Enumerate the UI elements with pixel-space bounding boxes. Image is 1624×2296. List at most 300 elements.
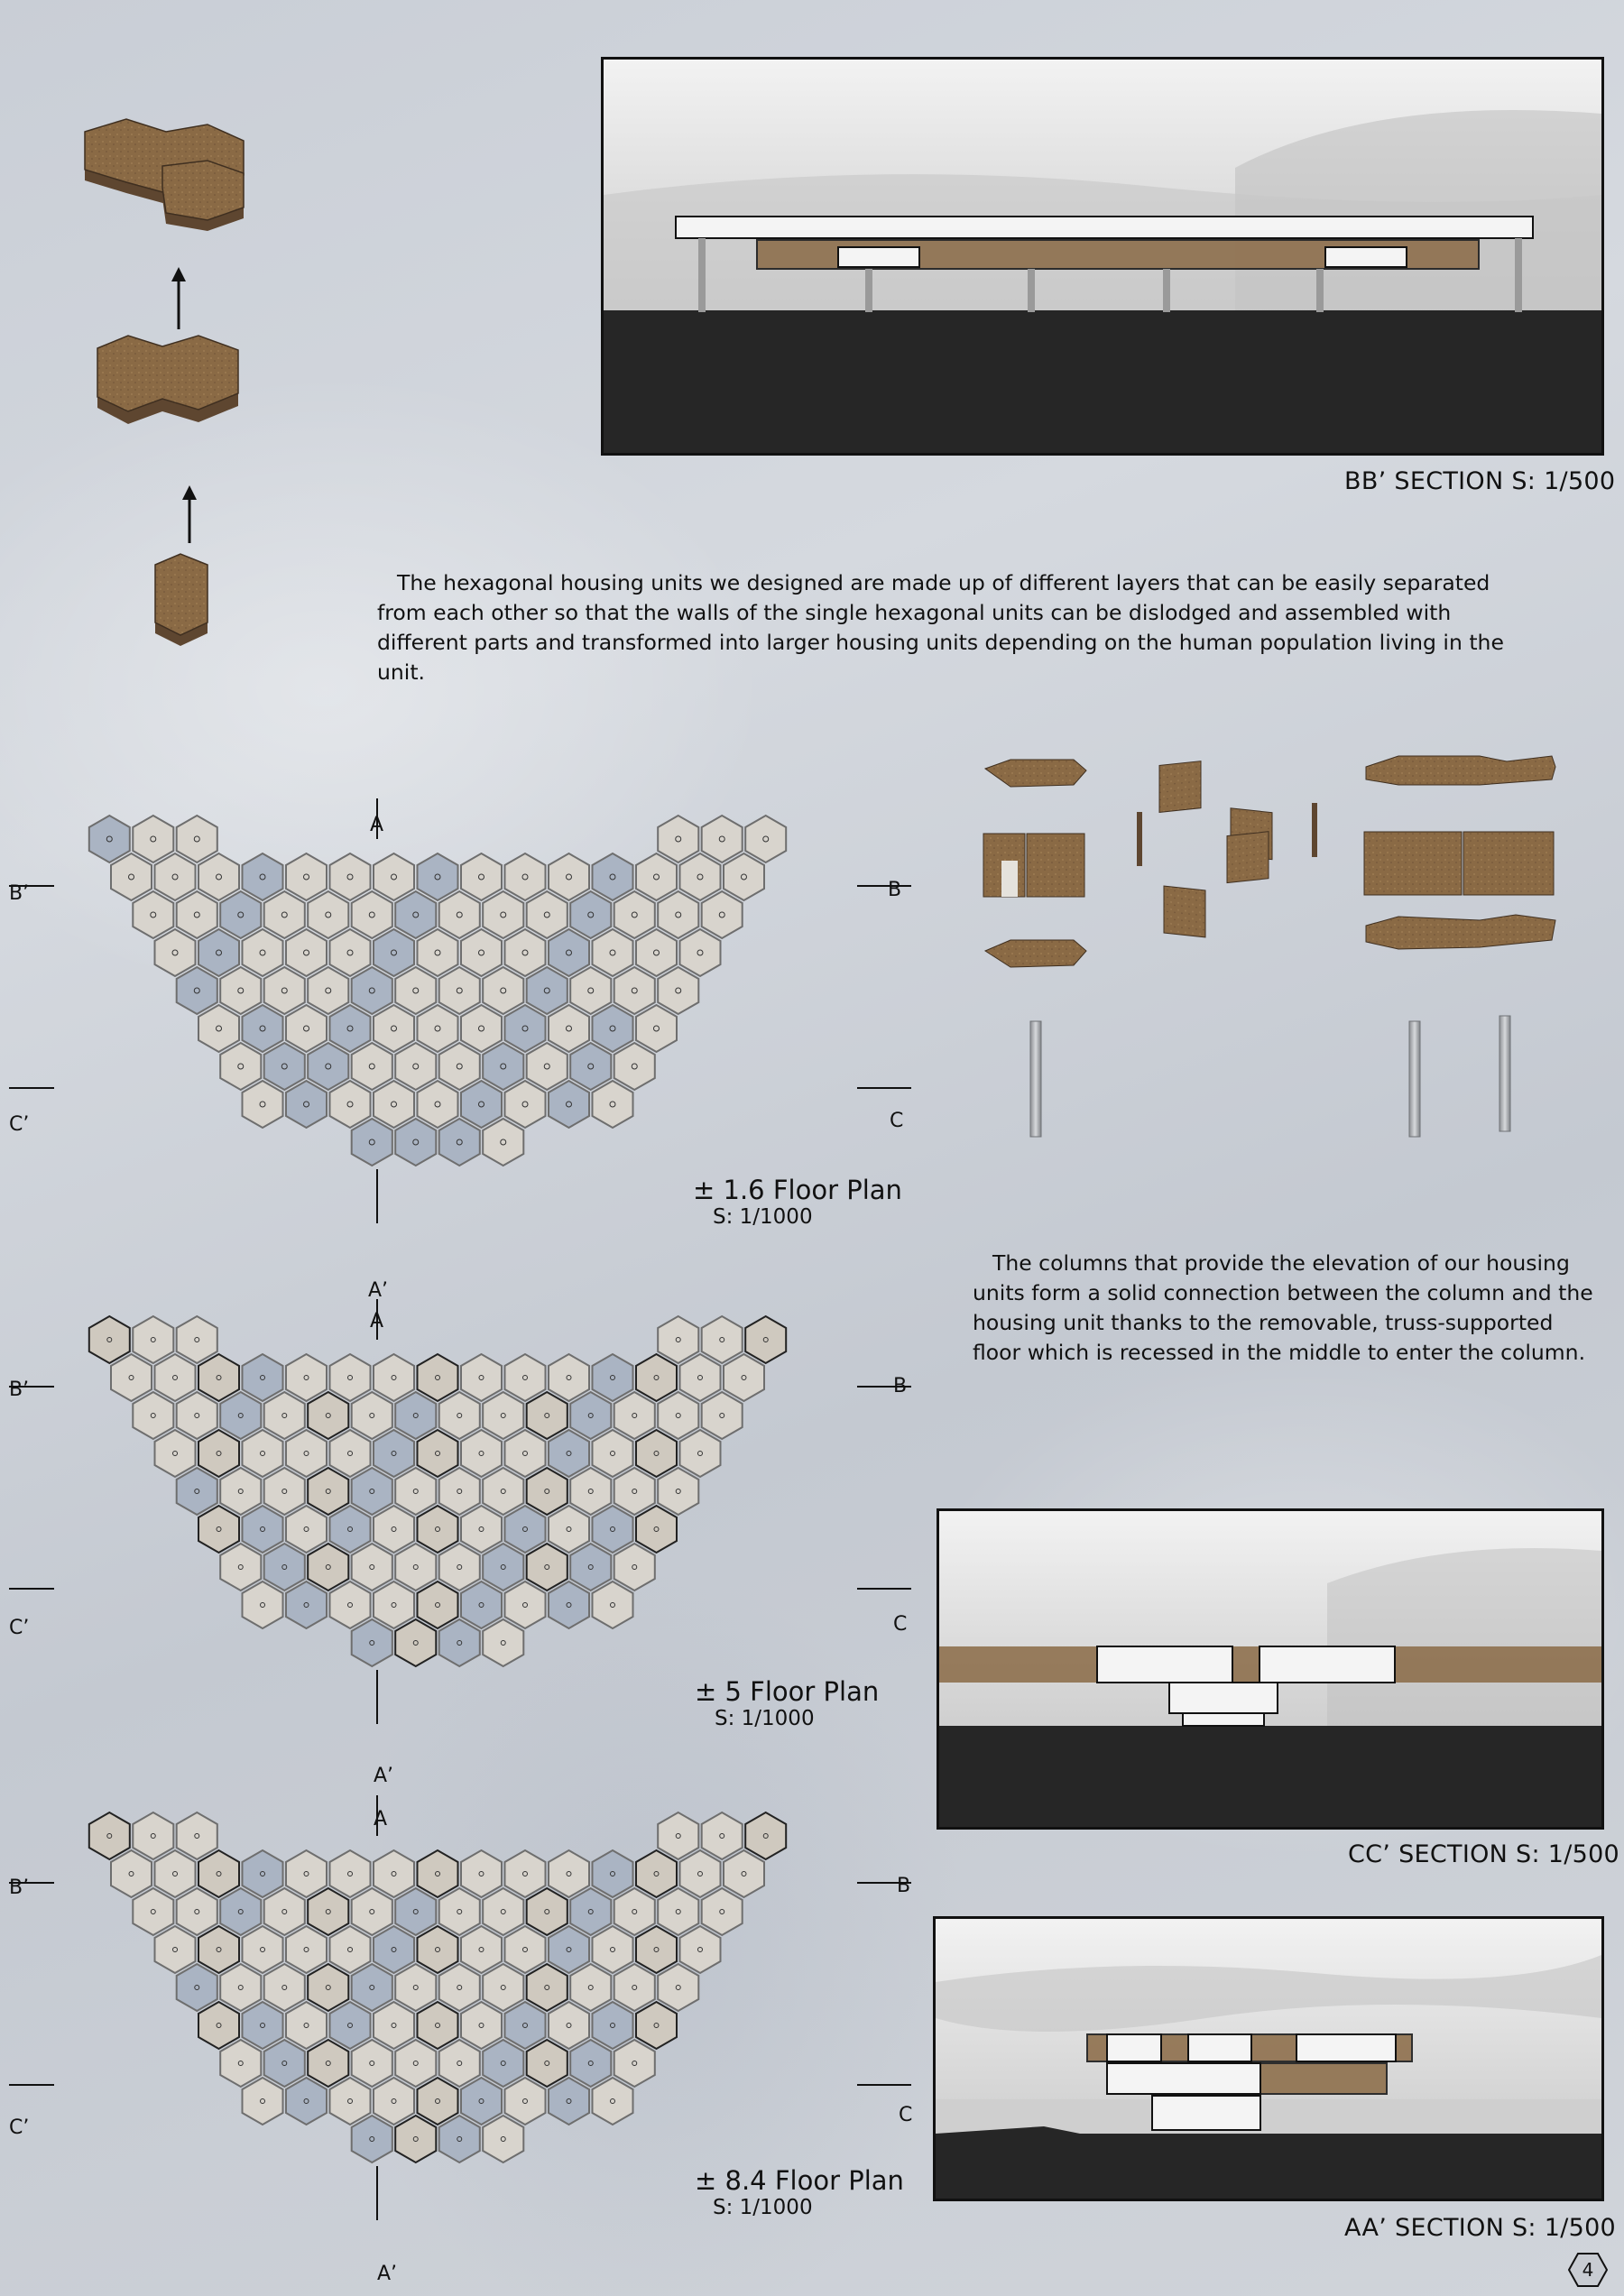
bb-section-image bbox=[601, 57, 1604, 456]
hex-cell bbox=[702, 816, 743, 862]
hex-cell bbox=[593, 1081, 633, 1128]
hex-cell bbox=[549, 1081, 589, 1128]
aa-section-caption: AA’ SECTION S: 1/500 bbox=[1344, 2214, 1617, 2242]
hex-cell bbox=[680, 1850, 721, 1897]
hex-cell bbox=[418, 1354, 458, 1401]
floor-plans-svg bbox=[0, 794, 929, 2282]
hex-cell bbox=[177, 1888, 217, 1935]
hex-cell bbox=[483, 1619, 523, 1666]
hex-cell bbox=[286, 2002, 327, 2049]
hex-cell bbox=[330, 1506, 371, 1553]
hex-cell bbox=[177, 891, 217, 938]
hex-cell bbox=[636, 1430, 677, 1477]
hex-cell bbox=[133, 891, 173, 938]
hex-cell bbox=[264, 1392, 305, 1439]
floor-plan-3-drawing bbox=[9, 1795, 911, 2220]
hex-cell bbox=[374, 929, 414, 976]
hex-cell bbox=[570, 967, 611, 1014]
aa-section-image bbox=[933, 1916, 1604, 2201]
hex-cell bbox=[352, 1964, 392, 2011]
hex-cell bbox=[593, 1005, 633, 1052]
cut-mark-b: B bbox=[893, 1375, 908, 1397]
hex-cell bbox=[593, 929, 633, 976]
hex-cell bbox=[352, 1392, 392, 1439]
hex-cell bbox=[636, 1005, 677, 1052]
triple-hex-unit bbox=[85, 119, 244, 231]
cut-mark-c-prime: C’ bbox=[9, 1617, 30, 1639]
hex-cell bbox=[286, 929, 327, 976]
hex-cell bbox=[374, 1354, 414, 1401]
hex-cell bbox=[702, 1812, 743, 1859]
floor-plan-3-scale: S: 1/1000 bbox=[713, 2196, 813, 2219]
hex-cell bbox=[439, 1468, 480, 1515]
hex-cell bbox=[658, 1392, 698, 1439]
hex-cell bbox=[593, 1581, 633, 1628]
hex-cell bbox=[352, 2116, 392, 2162]
hex-cell bbox=[308, 967, 348, 1014]
floor-plan-2-drawing bbox=[9, 1299, 911, 1724]
hex-cell bbox=[505, 2078, 546, 2125]
hex-cell bbox=[133, 1316, 173, 1363]
hex-cell bbox=[243, 1850, 283, 1897]
hex-cell bbox=[549, 1354, 589, 1401]
hex-cell bbox=[243, 1005, 283, 1052]
hex-cell bbox=[133, 1888, 173, 1935]
floor-plan-2-title: ± 5 Floor Plan bbox=[695, 1676, 880, 1707]
hex-cell bbox=[461, 2078, 502, 2125]
hex-cell bbox=[745, 1812, 786, 1859]
floor-plan-1-drawing bbox=[9, 798, 911, 1223]
hex-cell bbox=[549, 853, 589, 900]
cut-mark-c-prime: C’ bbox=[9, 1113, 30, 1136]
hex-cell bbox=[155, 1354, 196, 1401]
hex-cell bbox=[636, 1506, 677, 1553]
hex-cell bbox=[330, 1926, 371, 1973]
hex-cell bbox=[505, 1430, 546, 1477]
hex-cell bbox=[614, 1043, 655, 1090]
hex-cell bbox=[330, 1005, 371, 1052]
cc-section-caption: CC’ SECTION S: 1/500 bbox=[1348, 1840, 1620, 1868]
hex-cell bbox=[133, 1812, 173, 1859]
hex-cell bbox=[527, 1468, 567, 1515]
hex-cell bbox=[374, 1081, 414, 1128]
hex-cell bbox=[220, 1888, 261, 1935]
hex-cell bbox=[418, 1506, 458, 1553]
hex-cell bbox=[439, 967, 480, 1014]
hex-cell bbox=[198, 853, 239, 900]
hex-cell bbox=[483, 1043, 523, 1090]
hex-cell bbox=[374, 2002, 414, 2049]
hex-cell bbox=[111, 1354, 152, 1401]
hex-cell bbox=[527, 1888, 567, 1935]
hex-cell bbox=[198, 1005, 239, 1052]
housing-units-description: The hexagonal housing units we designed are made up of different layers that can be easily separated from each other so that the walls of the single hexagonal units can be dislodged and assembled with different parts and transformed into larger housing units depending on the human population living in the unit. bbox=[377, 570, 1504, 685]
hex-cell bbox=[461, 1506, 502, 1553]
hex-cell bbox=[220, 891, 261, 938]
hex-cell bbox=[286, 1354, 327, 1401]
hex-cell bbox=[89, 816, 130, 862]
hex-cell bbox=[680, 929, 721, 976]
hex-cell bbox=[395, 967, 436, 1014]
hex-cell bbox=[286, 1581, 327, 1628]
hex-cell bbox=[243, 2002, 283, 2049]
hex-cell bbox=[745, 816, 786, 862]
hex-cell bbox=[483, 1392, 523, 1439]
hex-cell bbox=[439, 1619, 480, 1666]
hex-cell bbox=[614, 1392, 655, 1439]
hex-cell bbox=[658, 1468, 698, 1515]
hex-cell bbox=[89, 1316, 130, 1363]
hex-cell bbox=[243, 1926, 283, 1973]
hex-cell bbox=[264, 1043, 305, 1090]
single-unit-roof-plate bbox=[985, 760, 1086, 787]
hex-cell bbox=[352, 1468, 392, 1515]
bb-section-caption: BB’ SECTION S: 1/500 bbox=[1344, 467, 1616, 495]
hex-cell bbox=[593, 1506, 633, 1553]
single-unit-floor-plate bbox=[985, 940, 1086, 967]
wall-panels bbox=[1137, 761, 1317, 937]
hex-cell bbox=[461, 2002, 502, 2049]
hex-cell bbox=[264, 967, 305, 1014]
hex-cell bbox=[133, 816, 173, 862]
cut-mark-a-prime: A’ bbox=[377, 2263, 398, 2285]
hex-cell bbox=[330, 2002, 371, 2049]
hex-cell bbox=[593, 1850, 633, 1897]
hex-cell bbox=[155, 1926, 196, 1973]
hex-cell bbox=[264, 1468, 305, 1515]
hex-cell bbox=[264, 891, 305, 938]
hex-cell bbox=[439, 1544, 480, 1591]
hex-cell bbox=[395, 1544, 436, 1591]
hex-cell bbox=[395, 1119, 436, 1166]
hex-cell bbox=[593, 2078, 633, 2125]
hex-cell bbox=[395, 1043, 436, 1090]
hex-cell bbox=[614, 1964, 655, 2011]
hex-cell bbox=[483, 1544, 523, 1591]
hex-cell bbox=[198, 929, 239, 976]
hex-cell bbox=[483, 1964, 523, 2011]
hex-cell bbox=[155, 1430, 196, 1477]
double-unit-floor-plate bbox=[1366, 915, 1555, 949]
hex-cell bbox=[636, 1354, 677, 1401]
hex-cell bbox=[461, 853, 502, 900]
hex-cell bbox=[352, 1544, 392, 1591]
cut-mark-a: A bbox=[370, 1310, 384, 1332]
hex-cell bbox=[395, 2116, 436, 2162]
hex-cell bbox=[395, 2040, 436, 2087]
double-unit-roof-plate bbox=[1366, 756, 1555, 785]
hex-cell bbox=[308, 1544, 348, 1591]
hex-cell bbox=[461, 1926, 502, 1973]
hex-cell bbox=[243, 1430, 283, 1477]
hex-cell bbox=[680, 1430, 721, 1477]
hex-cell bbox=[374, 1430, 414, 1477]
hex-cell bbox=[352, 1119, 392, 1166]
hex-cell bbox=[264, 1888, 305, 1935]
hex-cell bbox=[330, 929, 371, 976]
hex-cell bbox=[243, 929, 283, 976]
hex-cell bbox=[330, 1081, 371, 1128]
hex-cell bbox=[658, 1888, 698, 1935]
hex-cell bbox=[220, 1544, 261, 1591]
hex-cell bbox=[418, 2002, 458, 2049]
hex-cell bbox=[374, 1005, 414, 1052]
hex-cell bbox=[418, 1581, 458, 1628]
hex-cell bbox=[483, 2040, 523, 2087]
hex-cell bbox=[461, 1081, 502, 1128]
hex-cell bbox=[483, 2116, 523, 2162]
cut-mark-b: B bbox=[888, 879, 902, 901]
hex-cell bbox=[374, 2078, 414, 2125]
hex-cell bbox=[658, 1964, 698, 2011]
cut-mark-b-prime: B’ bbox=[9, 1379, 30, 1401]
cut-mark-c: C bbox=[893, 1613, 908, 1636]
hex-cell bbox=[614, 1468, 655, 1515]
hex-cell bbox=[177, 1468, 217, 1515]
hex-cell bbox=[636, 1850, 677, 1897]
hex-cell bbox=[418, 1081, 458, 1128]
hex-cell bbox=[89, 1812, 130, 1859]
hex-cell bbox=[505, 1506, 546, 1553]
hex-cell bbox=[198, 1506, 239, 1553]
hex-cell bbox=[614, 1544, 655, 1591]
hex-cell bbox=[461, 1005, 502, 1052]
hex-cell bbox=[658, 967, 698, 1014]
arrow-up-icon bbox=[171, 267, 186, 329]
hex-cell bbox=[352, 967, 392, 1014]
exploded-unit-diagram bbox=[974, 749, 1606, 1155]
hex-cell bbox=[308, 1964, 348, 2011]
hex-cell bbox=[395, 891, 436, 938]
unit-combination-diagram bbox=[72, 117, 271, 659]
hex-cell bbox=[570, 1043, 611, 1090]
hex-cell bbox=[549, 1005, 589, 1052]
hex-cell bbox=[286, 1926, 327, 1973]
hex-cell bbox=[680, 1354, 721, 1401]
hex-cell bbox=[658, 1812, 698, 1859]
hex-cell bbox=[330, 1850, 371, 1897]
hex-cell bbox=[439, 1392, 480, 1439]
double-unit-walls bbox=[1364, 832, 1554, 895]
hex-cell bbox=[505, 1081, 546, 1128]
hex-cell bbox=[220, 1043, 261, 1090]
hex-cell bbox=[395, 1964, 436, 2011]
hex-cell bbox=[374, 1926, 414, 1973]
hex-cell bbox=[593, 853, 633, 900]
hex-cell bbox=[702, 1316, 743, 1363]
single-unit-walls bbox=[983, 834, 1084, 897]
hex-cell bbox=[155, 853, 196, 900]
hex-cell bbox=[330, 1430, 371, 1477]
hex-cell bbox=[439, 1043, 480, 1090]
hex-cell bbox=[570, 1964, 611, 2011]
hex-cell bbox=[636, 853, 677, 900]
hex-cell bbox=[155, 1850, 196, 1897]
hex-cell bbox=[395, 1888, 436, 1935]
hex-cell bbox=[549, 1926, 589, 1973]
hex-cell bbox=[111, 1850, 152, 1897]
hex-cell bbox=[177, 1392, 217, 1439]
hex-cell bbox=[593, 1926, 633, 1973]
hex-cell bbox=[308, 1468, 348, 1515]
page-number-badge bbox=[1568, 2252, 1608, 2288]
hex-cell bbox=[330, 853, 371, 900]
hex-cell bbox=[308, 1043, 348, 1090]
hex-cell bbox=[308, 1392, 348, 1439]
hex-cell bbox=[439, 1119, 480, 1166]
hex-cell bbox=[570, 2040, 611, 2087]
hex-cell bbox=[395, 1392, 436, 1439]
hex-cell bbox=[155, 929, 196, 976]
cut-mark-a-prime: A’ bbox=[374, 1765, 394, 1787]
hex-cell bbox=[418, 1926, 458, 1973]
hex-cell bbox=[614, 967, 655, 1014]
hex-cell bbox=[177, 816, 217, 862]
hex-cell bbox=[505, 1850, 546, 1897]
hex-cell bbox=[308, 2040, 348, 2087]
hex-cell bbox=[549, 1850, 589, 1897]
hex-cell bbox=[352, 1619, 392, 1666]
hex-cell bbox=[243, 1506, 283, 1553]
hex-cell bbox=[264, 1964, 305, 2011]
hex-cell bbox=[133, 1392, 173, 1439]
page-number: 4 bbox=[1582, 2259, 1594, 2281]
cut-mark-c-prime: C’ bbox=[9, 2116, 30, 2139]
hex-cell bbox=[527, 1392, 567, 1439]
hex-cell bbox=[243, 1581, 283, 1628]
hex-cell bbox=[374, 1850, 414, 1897]
hex-cell bbox=[395, 1468, 436, 1515]
hex-cell bbox=[286, 2078, 327, 2125]
hex-cell bbox=[527, 891, 567, 938]
hex-cell bbox=[724, 1850, 764, 1897]
hex-cell bbox=[483, 1468, 523, 1515]
hex-cell bbox=[308, 1888, 348, 1935]
hex-cell bbox=[636, 929, 677, 976]
hex-cell bbox=[505, 2002, 546, 2049]
hex-cell bbox=[286, 1430, 327, 1477]
hex-cell bbox=[680, 853, 721, 900]
cut-mark-c: C bbox=[890, 1110, 904, 1132]
hex-cell bbox=[352, 1043, 392, 1090]
hex-cell bbox=[198, 2002, 239, 2049]
column-double-right bbox=[1499, 1016, 1510, 1131]
cut-mark-a: A bbox=[374, 1808, 388, 1830]
hex-cell bbox=[593, 2002, 633, 2049]
double-hex-unit bbox=[97, 336, 238, 424]
hex-cell bbox=[418, 1430, 458, 1477]
hex-cell bbox=[439, 2040, 480, 2087]
hex-cell bbox=[177, 1316, 217, 1363]
hex-cell bbox=[658, 891, 698, 938]
hex-cell bbox=[614, 1888, 655, 1935]
hex-cell bbox=[702, 1888, 743, 1935]
hex-cell bbox=[286, 1081, 327, 1128]
cut-mark-b-prime: B’ bbox=[9, 1876, 30, 1899]
hex-cell bbox=[418, 1850, 458, 1897]
hex-cell bbox=[461, 1430, 502, 1477]
hex-cell bbox=[461, 929, 502, 976]
hex-cell bbox=[439, 1964, 480, 2011]
hex-cell bbox=[527, 1964, 567, 2011]
cut-mark-a: A bbox=[370, 814, 384, 836]
hex-cell bbox=[243, 1081, 283, 1128]
hex-cell bbox=[570, 1888, 611, 1935]
hex-cell bbox=[198, 1926, 239, 1973]
hex-cell bbox=[570, 891, 611, 938]
cut-mark-c: C bbox=[899, 2104, 913, 2126]
hex-cell bbox=[549, 1506, 589, 1553]
hex-cell bbox=[527, 967, 567, 1014]
hex-cell bbox=[483, 1119, 523, 1166]
hex-cell bbox=[198, 1850, 239, 1897]
hex-cell bbox=[308, 891, 348, 938]
hex-cell bbox=[483, 1888, 523, 1935]
hex-cell bbox=[374, 853, 414, 900]
hex-cell bbox=[111, 853, 152, 900]
hex-cell bbox=[636, 1926, 677, 1973]
hex-cell bbox=[680, 1926, 721, 1973]
hex-cell bbox=[461, 1354, 502, 1401]
hex-cell bbox=[177, 1964, 217, 2011]
cut-mark-a-prime: A’ bbox=[368, 1279, 389, 1302]
floor-plan-3-title: ± 8.4 Floor Plan bbox=[695, 2165, 904, 2196]
hex-cell bbox=[439, 891, 480, 938]
hex-cell bbox=[418, 853, 458, 900]
hex-cell bbox=[286, 1850, 327, 1897]
hex-cell bbox=[549, 1581, 589, 1628]
arrow-up-icon bbox=[182, 485, 197, 543]
hex-cell bbox=[330, 1354, 371, 1401]
hex-cell bbox=[549, 929, 589, 976]
hex-cell bbox=[461, 1850, 502, 1897]
hex-cell bbox=[198, 1354, 239, 1401]
hex-cell bbox=[549, 2002, 589, 2049]
cut-mark-b-prime: B’ bbox=[9, 882, 30, 905]
hex-cell bbox=[330, 2078, 371, 2125]
floor-plan-1-title: ± 1.6 Floor Plan bbox=[693, 1175, 902, 1205]
hex-cell bbox=[745, 1316, 786, 1363]
hex-cell bbox=[549, 2078, 589, 2125]
column-single bbox=[1030, 1021, 1041, 1137]
hex-cell bbox=[418, 2078, 458, 2125]
hex-cell bbox=[220, 1964, 261, 2011]
hex-cell bbox=[352, 2040, 392, 2087]
hex-cell bbox=[330, 1581, 371, 1628]
hex-cell bbox=[418, 929, 458, 976]
hex-cell bbox=[286, 853, 327, 900]
cut-mark-b: B bbox=[897, 1875, 911, 1897]
columns-description: The columns that provide the elevation of our housing units form a solid connection between the column and the housing unit thanks to the removable, truss-supported floor which is recessed in the middle to enter the column. bbox=[973, 1250, 1593, 1365]
hex-cell bbox=[198, 1430, 239, 1477]
hex-cell bbox=[570, 1468, 611, 1515]
floor-plan-1-scale: S: 1/1000 bbox=[713, 1205, 813, 1229]
hex-cell bbox=[702, 891, 743, 938]
hex-cell bbox=[614, 891, 655, 938]
hex-cell bbox=[220, 1392, 261, 1439]
hex-cell bbox=[724, 853, 764, 900]
hex-cell bbox=[243, 1354, 283, 1401]
hex-cell bbox=[220, 1468, 261, 1515]
hex-cell bbox=[636, 2002, 677, 2049]
hex-cell bbox=[286, 1506, 327, 1553]
hex-cell bbox=[439, 2116, 480, 2162]
hex-cell bbox=[483, 967, 523, 1014]
hex-cell bbox=[483, 891, 523, 938]
column-double-left bbox=[1409, 1021, 1420, 1137]
hex-cell bbox=[264, 2040, 305, 2087]
hex-cell bbox=[505, 1926, 546, 1973]
